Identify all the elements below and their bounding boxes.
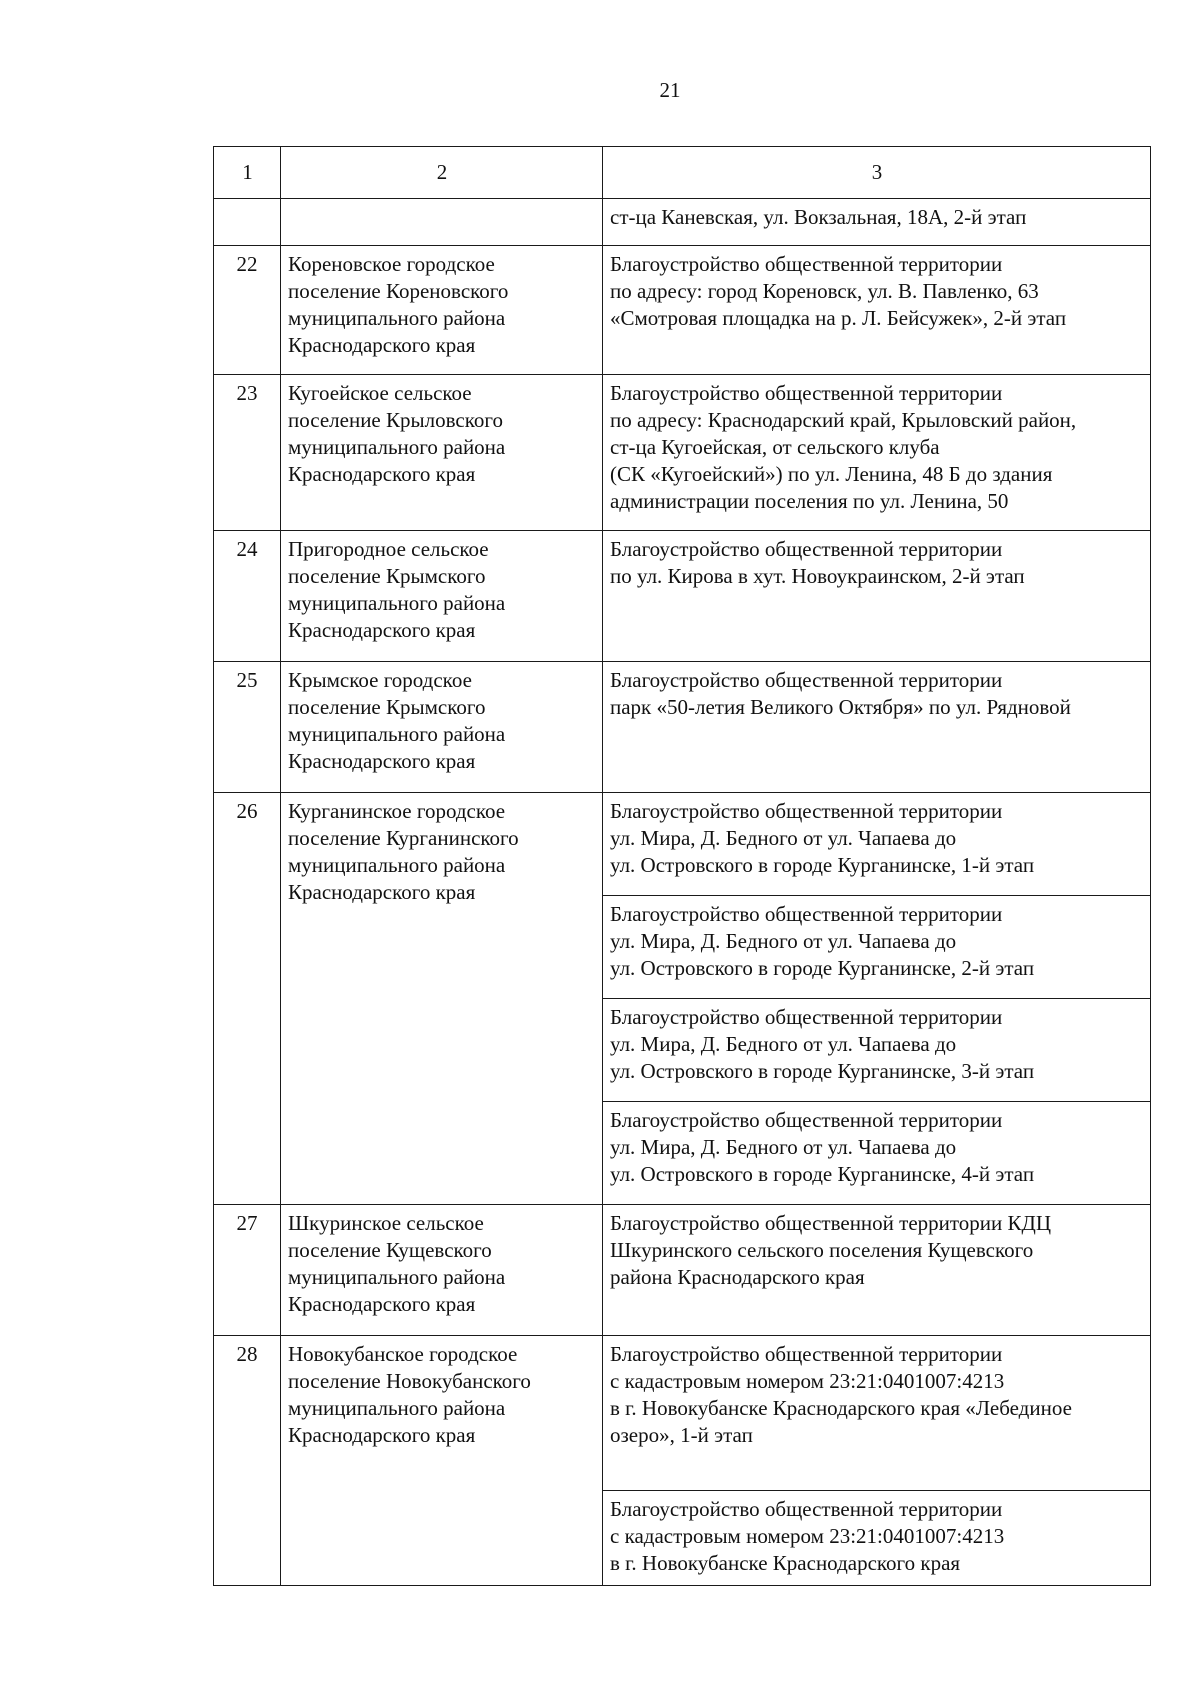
object-cell: Благоустройство общественной территории по адресу: город Кореновск, ул. В. Павленко, 63 «Смотровая площадка на р. Л. Бейсужек», 2-й этап: [603, 246, 1151, 375]
object-cell: ст-ца Каневская, ул. Вокзальная, 18А, 2-й этап: [603, 199, 1151, 246]
table-row: [214, 662, 1151, 793]
object-cell: Благоустройство общественной территории КДЦ Шкуринского сельского поселения Кущевского района Краснодарского края: [603, 1205, 1151, 1336]
column-header: 1: [214, 147, 281, 199]
object-cell: Благоустройство общественной территории ул. Мира, Д. Бедного от ул. Чапаева до ул. Островского в городе Курганинске, 2-й этап: [603, 896, 1151, 999]
column-header: 3: [603, 147, 1151, 199]
object-cell: Благоустройство общественной территории ул. Мира, Д. Бедного от ул. Чапаева до ул. Островского в городе Курганинске, 1-й этап: [603, 793, 1151, 896]
table-row: [214, 1205, 1151, 1336]
table-row: [214, 1336, 1151, 1491]
settlement-cell: Курганинское городское поселение Курганинского муниципального района Краснодарского края: [281, 793, 603, 1205]
object-cell: Благоустройство общественной территории по ул. Кирова в хут. Новоукраинском, 2-й этап: [603, 531, 1151, 662]
settlement-cell: Пригородное сельское поселение Крымского муниципального района Краснодарского края: [281, 531, 603, 662]
table-row: [214, 375, 1151, 531]
settlement-cell: Новокубанское городское поселение Новокубанского муниципального района Краснодарского края: [281, 1336, 603, 1586]
table-header-row: [214, 147, 1151, 199]
table-row: [214, 793, 1151, 896]
object-cell: Благоустройство общественной территории ул. Мира, Д. Бедного от ул. Чапаева до ул. Островского в городе Курганинске, 4-й этап: [603, 1102, 1151, 1205]
row-number: 23: [214, 375, 281, 531]
settlements-table: [213, 146, 1151, 1586]
object-cell: Благоустройство общественной территории ул. Мира, Д. Бедного от ул. Чапаева до ул. Островского в городе Курганинске, 3-й этап: [603, 999, 1151, 1102]
object-cell: Благоустройство общественной территории с кадастровым номером 23:21:0401007:4213 в г. Новокубанске Краснодарского края «Лебединое озеро», 1-й этап: [603, 1336, 1151, 1491]
settlement-cell: Кугоейское сельское поселение Крыловского муниципального района Краснодарского края: [281, 375, 603, 531]
table-row: [214, 246, 1151, 375]
continuation-row: [214, 199, 1151, 246]
page-number: 21: [659, 78, 681, 102]
row-number: 27: [214, 1205, 281, 1336]
row-number: 28: [214, 1336, 281, 1586]
object-cell: Благоустройство общественной территории по адресу: Краснодарский край, Крыловский район, ст-ца Кугоейская, от сельского клуба (СК «Кугоейский») по ул. Ленина, 48 Б до здания администрации поселения по ул. Ленина, 50: [603, 375, 1151, 531]
table-row: [214, 531, 1151, 662]
table-body: [214, 147, 1151, 1586]
empty-cell: [281, 199, 603, 246]
settlement-cell: Крымское городское поселение Крымского муниципального района Краснодарского края: [281, 662, 603, 793]
row-number: 25: [214, 662, 281, 793]
row-number: 26: [214, 793, 281, 1205]
object-cell: Благоустройство общественной территории парк «50-летия Великого Октября» по ул. Рядновой: [603, 662, 1151, 793]
row-number: 22: [214, 246, 281, 375]
row-number: 24: [214, 531, 281, 662]
settlement-cell: Кореновское городское поселение Кореновского муниципального района Краснодарского края: [281, 246, 603, 375]
empty-cell: [214, 199, 281, 246]
object-cell: Благоустройство общественной территории с кадастровым номером 23:21:0401007:4213 в г. Новокубанске Краснодарского края: [603, 1491, 1151, 1586]
settlement-cell: Шкуринское сельское поселение Кущевского муниципального района Краснодарского края: [281, 1205, 603, 1336]
column-header: 2: [281, 147, 603, 199]
